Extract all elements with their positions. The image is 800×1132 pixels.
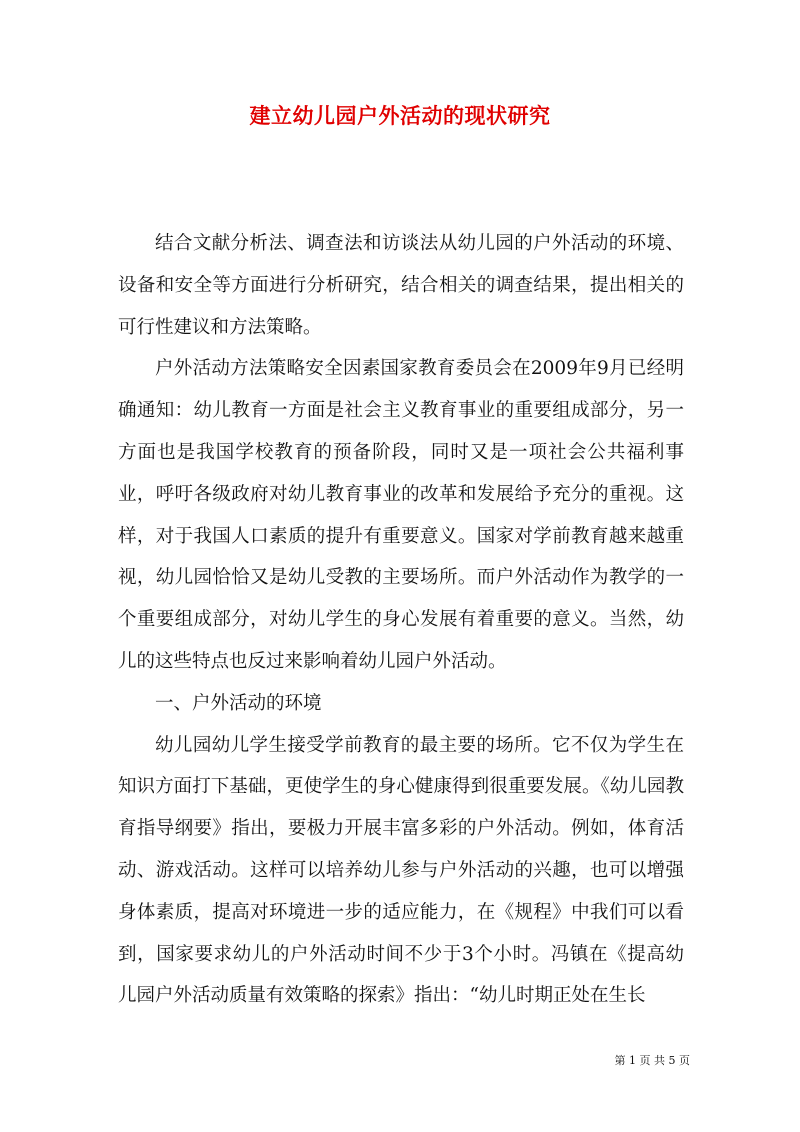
body-paragraph: 结合文献分析法、调查法和访谈法从幼儿园的户外活动的环境、设备和安全等方面进行分析研究，结合相关的调查结果，提出相关的可行性建议和方法策略。 [118, 233, 684, 338]
document-body [118, 223, 684, 1017]
body-paragraph: 户外活动方法策略安全因素国家教育委员会在2009年9月已经明确通知：幼儿教育一方面是社会主义教育事业的重要组成部分，另一方面也是我国学校教育的预备阶段，同时又是一项社会公共福利事业，呼吁各级政府对幼儿教育事业的改革和发展给予充分的重视。这样，对于我国人口素质的提升有重要意义。国家对学前教育越来越重视，幼儿园恰恰又是幼儿受教的主要场所。而户外活动作为教学的一个重要组成部分，对幼儿学生的身心发展有着重要的意义。当然，幼儿的这些特点也反过来影响着幼儿园户外活动。 [118, 358, 684, 672]
section-heading: 一、户外活动的环境 [155, 692, 322, 714]
document-title: 建立幼儿园户外活动的现状研究 [249, 103, 551, 128]
page-number: 第 1 页 共 5 页 [614, 1054, 690, 1067]
section-paragraph: 幼儿园幼儿学生接受学前教育的最主要的场所。它不仅为学生在知识方面打下基础，更使学生的身心健康得到很重要发展。《幼儿园教育指导纲要》指出，要极力开展丰富多彩的户外活动。例如，体育活动、游戏活动。这样可以培养幼儿参与户外活动的兴趣，也可以增强身体素质，提高对环境进一步的适应能力，在《规程》中我们可以看到，国家要求幼儿的户外活动时间不少于3个小时。冯镇在《提高幼儿园户外活动质量有效策略的探索》指出：“幼儿时期正处在生长 [118, 734, 684, 1007]
